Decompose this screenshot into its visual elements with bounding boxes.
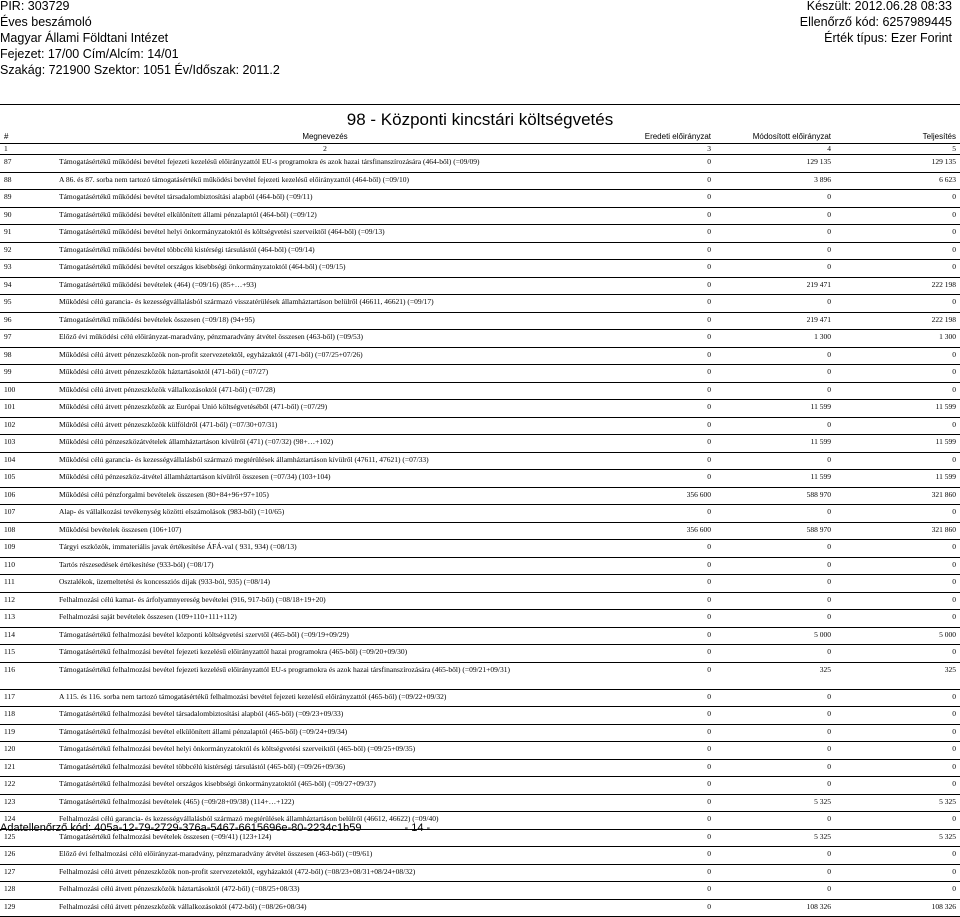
row-number: 126 <box>0 847 55 865</box>
row-number: 91 <box>0 225 55 243</box>
row-modified-appropriation: 0 <box>715 742 835 760</box>
row-original-appropriation: 0 <box>595 277 715 295</box>
row-modified-appropriation: 0 <box>715 295 835 313</box>
row-modified-appropriation: 5 325 <box>715 829 835 847</box>
report-header-left <box>0 0 280 78</box>
row-number: 95 <box>0 295 55 313</box>
row-number: 101 <box>0 400 55 418</box>
row-number: 116 <box>0 662 55 689</box>
row-number: 112 <box>0 592 55 610</box>
table-row <box>0 487 960 505</box>
row-number: 102 <box>0 417 55 435</box>
row-original-appropriation: 0 <box>595 172 715 190</box>
row-modified-appropriation: 0 <box>715 575 835 593</box>
row-description: Támogatásértékű felhalmozási bevétel többcélú kistérségi társulástól (465-ből) (=09/26+09/36) <box>55 759 595 777</box>
row-number: 114 <box>0 627 55 645</box>
row-description: Előző évi felhalmozási célú előirányzat-maradvány, pénzmaradvány átvétel összesen (463-ből) (=09/61) <box>55 847 595 865</box>
row-modified-appropriation: 0 <box>715 260 835 278</box>
row-performance: 0 <box>835 505 960 523</box>
row-performance: 222 198 <box>835 312 960 330</box>
table-row <box>0 724 960 742</box>
row-description: Működési célú pénzeszközátvételek államháztartáson kívülről (471) (=07/32) (98+…+102) <box>55 435 595 453</box>
table-row <box>0 662 960 689</box>
row-description: Támogatásértékű működési bevétel fejezeti kezelésű előirányzattól EU-s programokra és azok hazai társfinanszírozására (464-ből) (=09/09) <box>55 155 595 173</box>
row-number: 87 <box>0 155 55 173</box>
row-modified-appropriation: 0 <box>715 347 835 365</box>
row-original-appropriation: 0 <box>595 864 715 882</box>
table-row <box>0 365 960 383</box>
table-row <box>0 260 960 278</box>
row-description: Támogatásértékű működési bevétel többcélú kistérségi társulástól (464-ből) (=09/14) <box>55 242 595 260</box>
row-number: 103 <box>0 435 55 453</box>
table-row <box>0 435 960 453</box>
row-modified-appropriation: 0 <box>715 645 835 663</box>
data-check-code: Adatellenőrző kód: 405a-12-79-2729-376a-5467-6615696e-80-2234c1b59 <box>0 822 362 834</box>
row-modified-appropriation: 11 599 <box>715 435 835 453</box>
row-original-appropriation: 0 <box>595 882 715 900</box>
row-number: 108 <box>0 522 55 540</box>
row-performance: 11 599 <box>835 400 960 418</box>
row-modified-appropriation: 0 <box>715 847 835 865</box>
row-description: Felhalmozási célú átvett pénzeszközök non-profit szervezetektől, egyházaktól (472-ből) (=08/23+08/31+08/24+08/32) <box>55 864 595 882</box>
row-description: Támogatásértékű felhalmozási bevétel országos kisebbségi önkormányzatoktól (465-ből) (=09/27+09/37) <box>55 777 595 795</box>
row-description: Támogatásértékű felhalmozási bevételek (465) (=09/28+09/38) (114+…+122) <box>55 794 595 812</box>
row-number: 90 <box>0 207 55 225</box>
row-description: Működési célú pénzeszköz-átvétel államháztartáson kívülről összesen (=07/34) (103+104) <box>55 470 595 488</box>
row-performance: 11 599 <box>835 470 960 488</box>
table-row <box>0 592 960 610</box>
row-modified-appropriation: 588 970 <box>715 522 835 540</box>
table-row <box>0 627 960 645</box>
table-row <box>0 312 960 330</box>
row-original-appropriation: 0 <box>595 190 715 208</box>
row-number: 105 <box>0 470 55 488</box>
row-modified-appropriation: 5 000 <box>715 627 835 645</box>
row-description: Támogatásértékű felhalmozási bevétel fejezeti kezelésű előirányzattól hazai programokra (465-ből) (=09/20+09/30) <box>55 645 595 663</box>
row-original-appropriation: 0 <box>595 207 715 225</box>
table-row <box>0 417 960 435</box>
row-original-appropriation: 0 <box>595 627 715 645</box>
row-original-appropriation: 0 <box>595 899 715 917</box>
col-header-original: Eredeti előirányzat <box>595 130 715 144</box>
row-performance: 0 <box>835 777 960 795</box>
row-description: Támogatásértékű működési bevételek (464) (=09/16) (85+…+93) <box>55 277 595 295</box>
row-modified-appropriation: 325 <box>715 662 835 689</box>
row-original-appropriation: 0 <box>595 312 715 330</box>
row-description: Felhalmozási célú kamat- és árfolyamnyereség bevételei (916, 917-ből) (=08/18+19+20) <box>55 592 595 610</box>
column-number-row <box>0 144 960 155</box>
col-header-no: # <box>0 130 55 144</box>
row-modified-appropriation: 0 <box>715 382 835 400</box>
report-type: Éves beszámoló <box>0 15 92 29</box>
row-number: 96 <box>0 312 55 330</box>
row-original-appropriation: 0 <box>595 759 715 777</box>
table-row <box>0 707 960 725</box>
table-row <box>0 207 960 225</box>
row-number: 125 <box>0 829 55 847</box>
row-modified-appropriation: 0 <box>715 505 835 523</box>
table-row <box>0 864 960 882</box>
row-description: Támogatásértékű felhalmozási bevétel helyi önkormányzatoktól és költségvetési szerveiktől (465-ből) (=09/25+09/35) <box>55 742 595 760</box>
row-description: Felhalmozási célú átvett pénzeszközök háztartásoktól (472-ből) (=08/25+08/33) <box>55 882 595 900</box>
row-number: 123 <box>0 794 55 812</box>
row-performance: 0 <box>835 812 960 830</box>
row-performance: 0 <box>835 759 960 777</box>
row-description: Működési célú átvett pénzeszközök non-profit szervezetektől, egyházaktól (471-ből) (=07/25+07/26) <box>55 347 595 365</box>
table-row <box>0 382 960 400</box>
table-row <box>0 470 960 488</box>
row-performance: 5 325 <box>835 794 960 812</box>
row-modified-appropriation: 0 <box>715 759 835 777</box>
row-number: 113 <box>0 610 55 628</box>
row-modified-appropriation: 129 135 <box>715 155 835 173</box>
row-performance: 0 <box>835 242 960 260</box>
row-modified-appropriation: 5 325 <box>715 794 835 812</box>
row-original-appropriation: 0 <box>595 382 715 400</box>
row-modified-appropriation: 0 <box>715 689 835 707</box>
row-original-appropriation: 0 <box>595 365 715 383</box>
row-performance: 0 <box>835 452 960 470</box>
row-performance: 0 <box>835 365 960 383</box>
table-row <box>0 645 960 663</box>
row-original-appropriation: 0 <box>595 829 715 847</box>
row-performance: 0 <box>835 417 960 435</box>
row-performance: 0 <box>835 742 960 760</box>
section-top-rule <box>0 104 960 105</box>
row-performance: 0 <box>835 190 960 208</box>
page-number: - 14 - <box>404 822 431 834</box>
row-original-appropriation: 0 <box>595 847 715 865</box>
row-modified-appropriation: 1 300 <box>715 330 835 348</box>
row-number: 128 <box>0 882 55 900</box>
table-row <box>0 330 960 348</box>
row-modified-appropriation: 0 <box>715 365 835 383</box>
table-row <box>0 190 960 208</box>
row-number: 106 <box>0 487 55 505</box>
table-body <box>0 155 960 917</box>
row-performance: 0 <box>835 575 960 593</box>
row-description: Támogatásértékű működési bevétel országos kisebbségi önkormányzatoktól (464-ből) (=09/15) <box>55 260 595 278</box>
row-number: 111 <box>0 575 55 593</box>
row-original-appropriation: 0 <box>595 575 715 593</box>
row-performance: 0 <box>835 347 960 365</box>
row-original-appropriation: 0 <box>595 707 715 725</box>
row-performance: 1 300 <box>835 330 960 348</box>
row-number: 121 <box>0 759 55 777</box>
row-performance: 0 <box>835 645 960 663</box>
row-original-appropriation: 0 <box>595 592 715 610</box>
row-modified-appropriation: 0 <box>715 190 835 208</box>
row-modified-appropriation: 0 <box>715 610 835 628</box>
row-modified-appropriation: 108 326 <box>715 899 835 917</box>
row-modified-appropriation: 3 896 <box>715 172 835 190</box>
col-number: 5 <box>835 144 960 155</box>
row-description: Támogatásértékű felhalmozási bevétel elkülönített állami pénzalaptól (465-ből) (=09/24+09/34) <box>55 724 595 742</box>
row-number: 110 <box>0 557 55 575</box>
row-description: Támogatásértékű felhalmozási bevételek összesen (=09/41) (123+124) <box>55 829 595 847</box>
row-original-appropriation: 0 <box>595 505 715 523</box>
row-description: Támogatásértékű működési bevétel társadalombiztosítási alapból (464-ből) (=09/11) <box>55 190 595 208</box>
row-modified-appropriation: 0 <box>715 225 835 243</box>
row-original-appropriation: 0 <box>595 347 715 365</box>
row-modified-appropriation: 588 970 <box>715 487 835 505</box>
row-performance: 0 <box>835 225 960 243</box>
row-performance: 0 <box>835 847 960 865</box>
row-original-appropriation: 0 <box>595 330 715 348</box>
table-row <box>0 522 960 540</box>
table-row <box>0 400 960 418</box>
row-original-appropriation: 0 <box>595 794 715 812</box>
row-number: 118 <box>0 707 55 725</box>
row-original-appropriation: 0 <box>595 225 715 243</box>
col-header-description: Megnevezés <box>55 130 595 144</box>
col-header-performance: Teljesítés <box>835 130 960 144</box>
row-original-appropriation: 0 <box>595 155 715 173</box>
row-original-appropriation: 0 <box>595 645 715 663</box>
row-description: Támogatásértékű felhalmozási bevétel társadalombiztosítási alapból (465-ből) (=09/23+09/33) <box>55 707 595 725</box>
row-performance: 0 <box>835 724 960 742</box>
row-modified-appropriation: 0 <box>715 777 835 795</box>
col-number: 3 <box>595 144 715 155</box>
col-number: 1 <box>0 144 55 155</box>
row-number: 99 <box>0 365 55 383</box>
row-original-appropriation: 0 <box>595 557 715 575</box>
row-number: 88 <box>0 172 55 190</box>
row-number: 129 <box>0 899 55 917</box>
row-performance: 0 <box>835 882 960 900</box>
row-number: 98 <box>0 347 55 365</box>
row-description: Működési bevételek összesen (106+107) <box>55 522 595 540</box>
table-row <box>0 505 960 523</box>
row-modified-appropriation: 0 <box>715 812 835 830</box>
row-description: Működési célú átvett pénzeszközök külföldről (471-ből) (=07/30+07/31) <box>55 417 595 435</box>
row-performance: 321 860 <box>835 522 960 540</box>
row-number: 120 <box>0 742 55 760</box>
row-description: Felhalmozási saját bevételek összesen (109+110+111+112) <box>55 610 595 628</box>
row-description: Támogatásértékű működési bevételek összesen (=09/18) (94+95) <box>55 312 595 330</box>
row-number: 93 <box>0 260 55 278</box>
row-original-appropriation: 0 <box>595 724 715 742</box>
row-performance: 0 <box>835 207 960 225</box>
row-number: 119 <box>0 724 55 742</box>
col-header-modified: Módosított előirányzat <box>715 130 835 144</box>
row-description: Működési célú átvett pénzeszközök vállalkozásoktól (471-ből) (=07/28) <box>55 382 595 400</box>
row-performance: 129 135 <box>835 155 960 173</box>
row-original-appropriation: 0 <box>595 417 715 435</box>
section-title: 98 - Központi kincstári költségvetés <box>346 110 614 129</box>
control-code: Ellenőrző kód: 6257989445 <box>799 15 952 29</box>
row-description: A 86. és 87. sorba nem tartozó támogatásértékű működési bevétel fejezeti kezelésű előirányzattól (464-ből) (=09/10) <box>55 172 595 190</box>
table-row <box>0 610 960 628</box>
row-modified-appropriation: 0 <box>715 557 835 575</box>
pir-label: PIR: 303729 <box>0 0 70 13</box>
row-description: Tartós részesedések értékesítése (933-ból) (=08/17) <box>55 557 595 575</box>
row-original-appropriation: 0 <box>595 295 715 313</box>
row-performance: 325 <box>835 662 960 689</box>
row-performance: 0 <box>835 707 960 725</box>
row-modified-appropriation: 11 599 <box>715 400 835 418</box>
table-row <box>0 172 960 190</box>
row-number: 92 <box>0 242 55 260</box>
table-row <box>0 452 960 470</box>
table-row <box>0 277 960 295</box>
table-row <box>0 225 960 243</box>
row-performance: 5 325 <box>835 829 960 847</box>
row-performance: 0 <box>835 540 960 558</box>
table-row <box>0 575 960 593</box>
row-description: Tárgyi eszközök, immateriális javak értékesítése ÁFÁ-val ( 931, 934) (=08/13) <box>55 540 595 558</box>
row-description: Működési célú pénzforgalmi bevételek összesen (80+84+96+97+105) <box>55 487 595 505</box>
budget-table <box>0 130 960 917</box>
row-original-appropriation: 0 <box>595 540 715 558</box>
table-row <box>0 777 960 795</box>
page-footer <box>0 822 430 834</box>
table-row <box>0 899 960 917</box>
row-performance: 108 326 <box>835 899 960 917</box>
row-modified-appropriation: 0 <box>715 207 835 225</box>
row-description: Támogatásértékű működési bevétel helyi önkormányzatoktól és költségvetési szerveiktől (464-ből) (=09/13) <box>55 225 595 243</box>
row-performance: 0 <box>835 557 960 575</box>
row-modified-appropriation: 0 <box>715 242 835 260</box>
row-original-appropriation: 356 600 <box>595 487 715 505</box>
table-row <box>0 557 960 575</box>
col-number: 2 <box>55 144 595 155</box>
row-description: Alap- és vállalkozási tevékenység közötti elszámolások (983-ből) (=10/65) <box>55 505 595 523</box>
row-modified-appropriation: 219 471 <box>715 277 835 295</box>
row-modified-appropriation: 0 <box>715 540 835 558</box>
row-original-appropriation: 356 600 <box>595 522 715 540</box>
table-header-row <box>0 130 960 144</box>
row-description: Előző évi működési célú előirányzat-maradvány, pénzmaradvány átvétel összesen (463-ből) (=09/53) <box>55 330 595 348</box>
row-description: Támogatásértékű felhalmozási bevétel központi költségvetési szervtől (465-ből) (=09/19+09/29) <box>55 627 595 645</box>
row-modified-appropriation: 0 <box>715 592 835 610</box>
col-number: 4 <box>715 144 835 155</box>
chapter-title: Fejezet: 17/00 Cím/Alcím: 14/01 <box>0 47 179 61</box>
row-description: Támogatásértékű felhalmozási bevétel fejezeti kezelésű előirányzattól EU-s programokra és azok hazai társfinanszírozására (465-ből) (=09/21+09/31) <box>55 662 595 689</box>
table-row <box>0 742 960 760</box>
row-modified-appropriation: 219 471 <box>715 312 835 330</box>
row-performance: 0 <box>835 592 960 610</box>
row-original-appropriation: 0 <box>595 610 715 628</box>
row-description: Felhalmozási célú garancia- és kezességvállalásból származó megtérülések államháztartáson belülről (46612, 46622) (=09/40) <box>55 812 595 830</box>
row-modified-appropriation: 0 <box>715 864 835 882</box>
row-performance: 0 <box>835 864 960 882</box>
row-number: 107 <box>0 505 55 523</box>
row-modified-appropriation: 11 599 <box>715 470 835 488</box>
row-number: 124 <box>0 812 55 830</box>
row-original-appropriation: 0 <box>595 260 715 278</box>
institution-name: Magyar Állami Földtani Intézet <box>0 31 169 45</box>
row-number: 104 <box>0 452 55 470</box>
row-performance: 0 <box>835 610 960 628</box>
row-modified-appropriation: 0 <box>715 417 835 435</box>
table-row <box>0 347 960 365</box>
row-description: A 115. és 116. sorba nem tartozó támogatásértékű felhalmozási bevétel fejezeti kezelésű előirányzattól (465-ből) (=09/22+09/32) <box>55 689 595 707</box>
row-performance: 11 599 <box>835 435 960 453</box>
created-timestamp: Készült: 2012.06.28 08:33 <box>806 0 952 13</box>
row-description: Működési célú átvett pénzeszközök az Európai Unió költségvetéséből (471-ből) (=07/29) <box>55 400 595 418</box>
row-number: 94 <box>0 277 55 295</box>
row-description: Felhalmozási célú átvett pénzeszközök vállalkozásoktól (472-ből) (=08/26+08/34) <box>55 899 595 917</box>
value-type: Érték típus: Ezer Forint <box>824 31 952 45</box>
table-row <box>0 689 960 707</box>
row-original-appropriation: 0 <box>595 400 715 418</box>
row-number: 97 <box>0 330 55 348</box>
row-number: 109 <box>0 540 55 558</box>
row-number: 100 <box>0 382 55 400</box>
row-description: Működési célú átvett pénzeszközök háztartásoktól (471-ből) (=07/27) <box>55 365 595 383</box>
row-performance: 321 860 <box>835 487 960 505</box>
row-number: 117 <box>0 689 55 707</box>
row-description: Osztalékok, üzemeltetési és koncessziós díjak (933-ból, 935) (=08/14) <box>55 575 595 593</box>
row-performance: 0 <box>835 295 960 313</box>
table-row <box>0 882 960 900</box>
table-row <box>0 155 960 173</box>
row-performance: 5 000 <box>835 627 960 645</box>
row-number: 89 <box>0 190 55 208</box>
row-number: 115 <box>0 645 55 663</box>
row-modified-appropriation: 0 <box>715 882 835 900</box>
row-original-appropriation: 0 <box>595 242 715 260</box>
report-header-right <box>800 0 952 46</box>
row-modified-appropriation: 0 <box>715 452 835 470</box>
row-performance: 222 198 <box>835 277 960 295</box>
row-number: 122 <box>0 777 55 795</box>
row-original-appropriation: 0 <box>595 662 715 689</box>
table-row <box>0 794 960 812</box>
sector-period: Szakág: 721900 Szektor: 1051 Év/Időszak: 2011.2 <box>0 63 280 77</box>
row-original-appropriation: 0 <box>595 470 715 488</box>
table-row <box>0 759 960 777</box>
row-description: Működési célú garancia- és kezességvállalásból származó megtérülések államháztartáson kívülről (47611, 47621) (=07/33) <box>55 452 595 470</box>
row-performance: 6 623 <box>835 172 960 190</box>
row-modified-appropriation: 0 <box>715 707 835 725</box>
row-original-appropriation: 0 <box>595 452 715 470</box>
row-original-appropriation: 0 <box>595 435 715 453</box>
row-description: Támogatásértékű működési bevétel elkülönített állami pénzalaptól (464-ből) (=09/12) <box>55 207 595 225</box>
table-row <box>0 242 960 260</box>
row-original-appropriation: 0 <box>595 777 715 795</box>
row-performance: 0 <box>835 260 960 278</box>
table-row <box>0 295 960 313</box>
row-performance: 0 <box>835 382 960 400</box>
row-original-appropriation: 0 <box>595 742 715 760</box>
row-modified-appropriation: 0 <box>715 724 835 742</box>
row-description: Működési célú garancia- és kezességvállalásból származó visszatérülések államháztartáson belülről (46611, 46621) (=09/17) <box>55 295 595 313</box>
row-original-appropriation: 0 <box>595 689 715 707</box>
table-row <box>0 540 960 558</box>
row-number: 127 <box>0 864 55 882</box>
row-original-appropriation: 0 <box>595 812 715 830</box>
table-row <box>0 847 960 865</box>
row-performance: 0 <box>835 689 960 707</box>
